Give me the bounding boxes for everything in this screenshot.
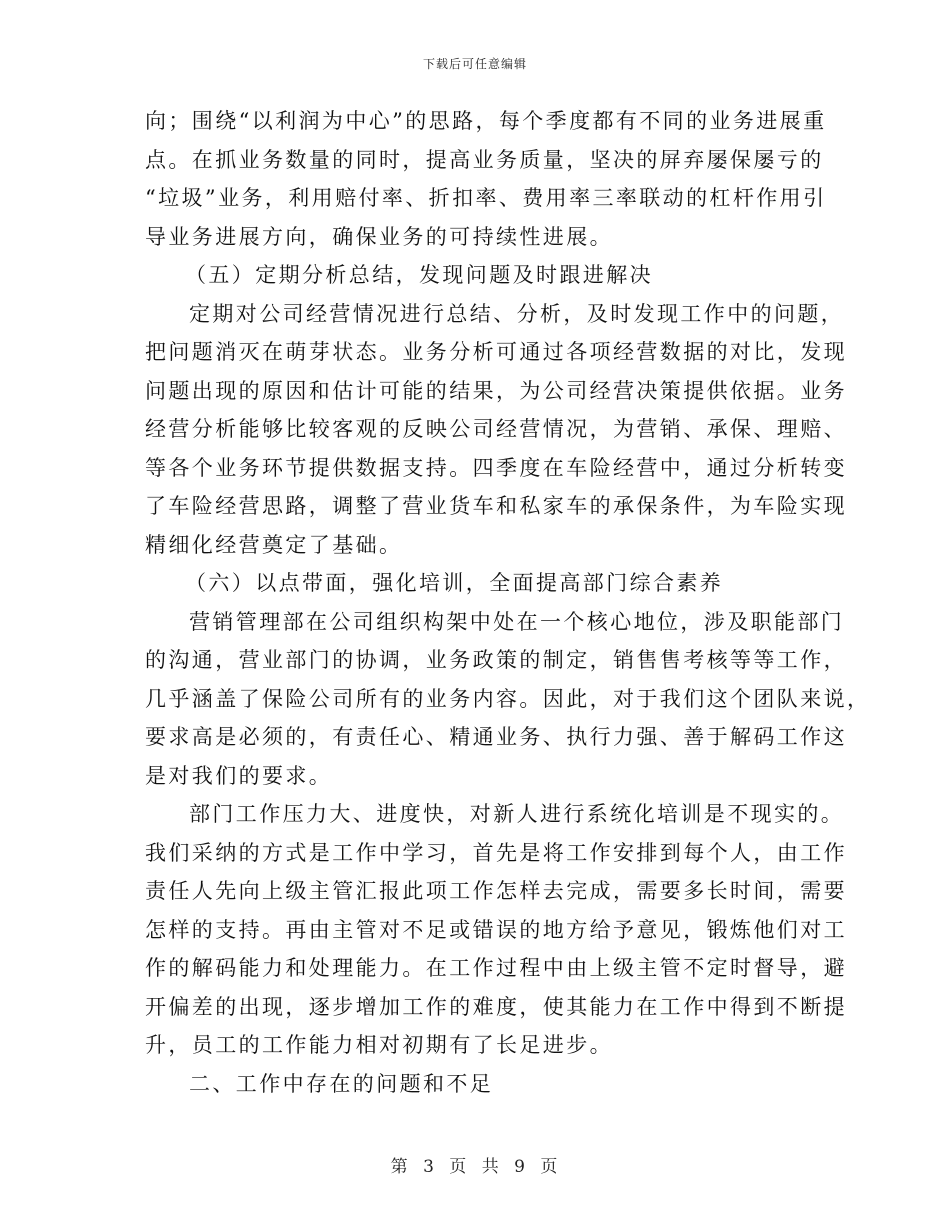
page-header: 下载后可任意编辑	[422, 57, 527, 71]
body-line: 的沟通，营业部门的协调，业务政策的制定，销售售考核等等工作，	[145, 648, 847, 672]
body-line: 怎样的支持。再由主管对不足或错误的地方给予意见，锻炼他们对工	[145, 917, 847, 942]
body-line: 开偏差的出现，逐步增加工作的难度，使其能力在工作中得到不断提	[145, 994, 847, 1019]
body-line: “垃圾”业务，利用赔付率、折扣率、费用率三率联动的杠杆作用引	[145, 186, 827, 210]
body-line: 升，员工的工作能力相对初期有了长足进步。	[145, 1033, 613, 1057]
section-heading: （六）以点带面，强化培训，全面提高部门综合素养	[185, 571, 724, 595]
body-line: 精细化经营奠定了基础。	[145, 532, 403, 557]
body-line: 要求高是必须的，有责任心、精通业务、执行力强、善于解码工作这	[145, 725, 847, 749]
body-line: 作的解码能力和处理能力。在工作过程中由上级主管不定时督导，避	[145, 956, 847, 980]
body-line: 等各个业务环节提供数据支持。四季度在车险经营中，通过分析转变	[145, 455, 847, 480]
body-line: 导业务进展方向，确保业务的可持续性进展。	[145, 224, 613, 249]
paragraph-start: 部门工作压力大、进度快，对新人进行系统化培训是不现实的。	[189, 802, 845, 826]
paragraph-start: 定期对公司经营情况进行总结、分析，及时发现工作中的问题，	[189, 301, 845, 326]
body-line: 了车险经营思路，调整了营业货车和私家车的承保条件，为车险实现	[145, 494, 847, 518]
section-heading: （五）定期分析总结，发现问题及时跟进解决	[185, 263, 653, 287]
section-heading: 二、工作中存在的问题和不足	[189, 1071, 494, 1096]
paragraph-start: 营销管理部在公司组织构架中处在一个核心地位，涉及职能部门	[189, 609, 845, 634]
body-line: 几乎涵盖了保险公司所有的业务内容。因此，对于我们这个团队来说，	[145, 686, 871, 711]
body-line: 把问题消灭在萌芽状态。业务分析可通过各项经营数据的对比，发现	[145, 340, 847, 364]
body-line: 向；围绕“以利润为中心”的思路，每个季度都有不同的业务进展重	[145, 109, 827, 133]
body-line: 经营分析能够比较客观的反映公司经营情况，为营销、承保、理赔、	[145, 417, 847, 441]
body-line: 点。在抓业务数量的同时，提高业务质量，坚决的屏弃屡保屡亏的	[145, 147, 824, 172]
body-line: 我们采纳的方式是工作中学习，首先是将工作安排到每个人，由工作	[145, 840, 847, 865]
body-line: 问题出现的原因和估计可能的结果，为公司经营决策提供依据。业务	[145, 378, 847, 403]
body-line: 是对我们的要求。	[145, 763, 333, 788]
body-line: 责任人先向上级主管汇报此项工作怎样去完成，需要多长时间，需要	[145, 879, 847, 903]
page-footer: 第 3 页 共 9 页	[390, 1157, 560, 1177]
document-body	[145, 102, 871, 1103]
